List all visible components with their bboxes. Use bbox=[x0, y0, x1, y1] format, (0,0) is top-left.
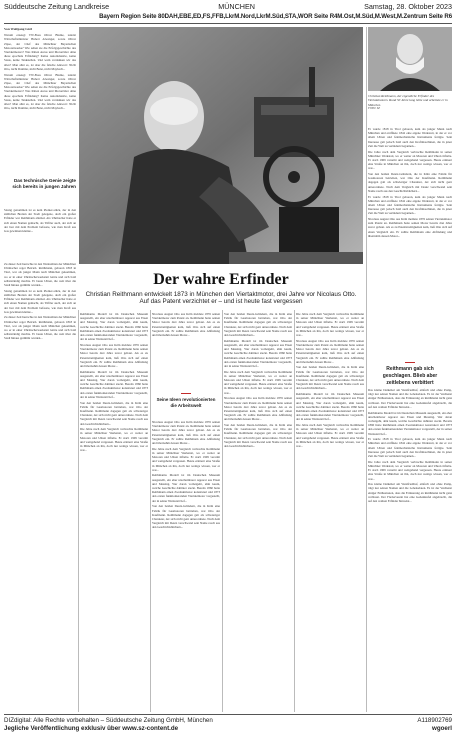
pull-quote-2: Reithmann gab sich geschlagen. Blieb aber zeitlebens verbittert bbox=[372, 362, 448, 386]
pull-quote-1: Seine Ideen revolutionierten die Arbeitswelt bbox=[155, 393, 217, 409]
editions-line: Bayern Region Seite 80DAH,EBE,ED,FS,FFB,LkrM.Nord,LkrM.Süd,STA,WOR Seite R4M.Ost,M.Süd,M.West,M.Zentrum Seite R6 bbox=[99, 13, 452, 20]
column-6-bottom: Das kleine Denkmal am Westfriedhof, einfach und ohne Pomp, trägt nur seinen Namen und die Lebensdaten. Es ist der Verdienst einiger Enthusiasten, dass die Erinnerung an Reithmann nicht ganz verblasst. Der Förderverein hat eine Gedenktafel angebracht, die auf den wahren Erfinder hinweist... Reithmanns Modell ist im Deutschen Museum ausgestellt, ein eher unscheinbarer Apparat aus Eisen und Messing. Wer daran vorbeigeht, ahnt kaum, welche Geschichte dahinter steckt. Bereits 1860 hatte Reithmann einen Zweitaktmotor konstruiert und 1873 den ersten funktionierenden Viertaktmotor vorgestellt, der in seiner Werkstatt lief... Er wurde 1818 in Tirol geboren, kam als junger Mann nach München und eröffnete 1842 eine eigene Werkstatt, in der er vor allem Uhren und feinmechanische Instrumente fertigte. Sein Interesse galt jedoch bald auch den Kraftmaschinen, die in jener Zeit die Welt zu verändern begannen... Die Jahre nach dem Vergleich verbrachte Reithmann in seiner Münchner Werkstatt, wo er weiter an Motoren und Uhren tüftelte. Er starb 1909 verarmt und weitgehend vergessen. Heute erinnert eine Straße in München an ihn, doch nur wenige wissen, wer er war... Das kleine Denkmal am Westfriedhof, einfach und ohne Pomp, trägt nur seinen Namen und die Lebensdaten. Es ist der Verdienst einiger Enthusiasten, dass die Erinnerung an Reithmann nicht ganz verblasst. Der Förderverein hat eine Gedenktafel angebracht, die auf den wahren Erfinder hinweist... bbox=[368, 388, 453, 504]
rights-notice: DIZdigital: Alle Rechte vorbehalten – Süddeutsche Zeitung GmbH, München bbox=[4, 717, 213, 724]
intro-text: Warum erzeugt VW-Boss Oliver Blume, zuletzt Wirtschaftsminister Hubert Aiwanger, sowie Oliver Zipse, der Chef des Münchner Bayerischen Motorenwerke? Wie sehen sie die Erfolgsgeschichte des Viertaktmotors? Was hätten Autos und Motorräder ohne diese epochale Erfindung? Keine Autoindustrie, keine Staus, keine Tankstellen. Und wem verdanken wir das alles? Man ahnt es, ist aber die falsche Antwort: Nicht Otto, nicht Daimler, nicht Benz, nicht Maybach... bbox=[4, 33, 77, 71]
city-name: MÜNCHEN bbox=[218, 2, 255, 11]
document-id: A118902769 bbox=[417, 717, 452, 724]
header-rule bbox=[4, 23, 452, 24]
column-1-top bbox=[4, 27, 76, 169]
portrait-caption: Christian Reithmann, der eigentliche Erfinder des Viertaktmotors. Rund 50 Jahre lang lebte und arbeitete er in München. FOTO: SZ bbox=[368, 94, 449, 111]
column-2: Reithmanns Modell ist im Deutschen Museum ausgestellt, ein eher unscheinbarer Apparat aus Eisen und Messing. Wer daran vorbeigeht, ahnt kaum, welche Geschichte dahinter steckt. Bereits 1860 hatte Reithmann einen Zweitaktmotor konstruiert und 1873 den ersten funktionierenden Viertaktmotor vorgestellt, der in seiner Werkstatt lief... Nicolaus August Otto aus Köln meldete 1876 seinen Viertaktmotor zum Patent an. Reithmann hatte seinen Motor bereits drei Jahre zuvor gebaut. Als es zu Patentstreitigkeiten kam, ließ Otto sich auf einen Vergleich ein. Er zahlte Reithmann eine Abfindung und übernahm dessen Motor... Reithmanns Modell ist im Deutschen Museum ausgestellt, ein eher unscheinbarer Apparat aus Eisen und Messing. Wer daran vorbeigeht, ahnt kaum, welche Geschichte dahinter steckt. Bereits 1860 hatte Reithmann einen Zweitaktmotor konstruiert und 1873 den ersten funktionierenden Viertaktmotor vorgestellt, der in seiner Werkstatt lief... Von den beiden Deutz-Gründern, die in Köln eine Fabrik für Gasmotoren betrieben, war Otto der Kaufmann. Reithmann dagegen galt als schwieriger Charakter, der sich nicht gern unterordnete. Nach dem Vergleich mit Deutz verschwand sein Name rasch aus den Geschichtsbüchern... Die Jahre nach dem Vergleich verbrachte Reithmann in seiner Münchner Werkstatt, wo er weiter an Motoren und Uhren tüftelte. Er starb 1909 verarmt und weitgehend vergessen. Heute erinnert eine Straße in München an ihn, doch nur wenige wissen, wer er war... bbox=[80, 312, 149, 453]
main-photo bbox=[79, 27, 363, 264]
column-3-low: Nicolaus August Otto aus Köln meldete 1876 seinen Viertaktmotor zum Patent an. Reithmann hatte seinen Motor bereits drei Jahre zuvor gebaut. Als es zu Patentstreitigkeiten kam, ließ Otto sich auf einen Vergleich ein. Er zahlte Reithmann eine Abfindung und übernahm dessen Motor... Die Jahre nach dem Vergleich verbrachte Reithmann in seiner Münchner Werkstatt, wo er weiter an Motoren und Uhren tüftelte. Er starb 1909 verarmt und weitgehend vergessen. Heute erinnert eine Straße in München an ihn, doch nur wenige wissen, wer er war... Reithmanns Modell ist im Deutschen Museum ausgestellt, ein eher unscheinbarer Apparat aus Eisen und Messing. Wer daran vorbeigeht, ahnt kaum, welche Geschichte dahinter steckt. Bereits 1860 hatte Reithmann einen Zweitaktmotor konstruiert und 1873 den ersten funktionierenden Viertaktmotor vorgestellt, der in seiner Werkstatt lief... Von den beiden Deutz-Gründern, die in Köln eine Fabrik für Gasmotoren betrieben, war Otto der Kaufmann. Reithmann dagegen galt als schwieriger Charakter, der sich nicht gern unterordnete. Nach dem Vergleich mit Deutz verschwand sein Name rasch aus den Geschichtsbüchern... bbox=[152, 420, 221, 530]
column-4: Von den beiden Deutz-Gründern, die in Köln eine Fabrik für Gasmotoren betrieben, war Otto der Kaufmann. Reithmann dagegen galt als schwieriger Charakter, der sich nicht gern unterordnete. Nach dem Vergleich mit Deutz verschwand sein Name rasch aus den Geschichtsbüchern... Reithmanns Modell ist im Deutschen Museum ausgestellt, ein eher unscheinbarer Apparat aus Eisen und Messing. Wer daran vorbeigeht, ahnt kaum, welche Geschichte dahinter steckt. Bereits 1860 hatte Reithmann einen Zweitaktmotor konstruiert und 1873 den ersten funktionierenden Viertaktmotor vorgestellt, der in seiner Werkstatt lief... Die Jahre nach dem Vergleich verbrachte Reithmann in seiner Münchner Werkstatt, wo er weiter an Motoren und Uhren tüftelte. Er starb 1909 verarmt und weitgehend vergessen. Heute erinnert eine Straße in München an ihn, doch nur wenige wissen, wer er war... Nicolaus August Otto aus Köln meldete 1876 seinen Viertaktmotor zum Patent an. Reithmann hatte seinen Motor bereits drei Jahre zuvor gebaut. Als es zu Patentstreitigkeiten kam, ließ Otto sich auf einen Vergleich ein. Er zahlte Reithmann eine Abfindung und übernahm dessen Motor... Von den beiden Deutz-Gründern, die in Köln eine Fabrik für Gasmotoren betrieben, war Otto der Kaufmann. Reithmann dagegen galt als schwieriger Charakter, der sich nicht gern unterordnete. Nach dem Vergleich mit Deutz verschwand sein Name rasch aus den Geschichtsbüchern... bbox=[224, 312, 293, 449]
column-3-top: Nicolaus August Otto aus Köln meldete 1876 seinen Viertaktmotor zum Patent an. Reithmann hatte seinen Motor bereits drei Jahre zuvor gebaut. Als es zu Patentstreitigkeiten kam, ließ Otto sich auf einen Vergleich ein. Er zahlte Reithmann eine Abfindung und übernahm dessen Motor... bbox=[152, 312, 221, 338]
article-subline: Christian Reithmann entwickelt 1873 in München den Viertaktmotor, drei Jahre vor Nicolaus Otto. Auf das Patent verzichtet er – und ist heute fast vergessen bbox=[85, 291, 357, 306]
article-headline: Der wahre Erfinder bbox=[153, 271, 289, 288]
footer bbox=[4, 717, 452, 732]
quote-accent-bar bbox=[181, 393, 191, 394]
column-1-mid: Streng genommen ist es kein Pionier-stück, der in den südlichen Breiten der Stadt gelegene, doch ein großer Erfinder war Reithmann allemal. Als Uhrmacher hatte er sich einen Namen gemacht, als Tüftler auch, der sich an der Isar mit dem Problem befasste, wie man Kraft aus Gas gewinnen könnte... bbox=[4, 208, 77, 234]
paper-name: Süddeutsche Zeitung Landkreise bbox=[4, 2, 110, 11]
user-id: wgoerl bbox=[432, 724, 452, 732]
footer-rule bbox=[4, 714, 452, 715]
author-byline: Von Wolfgang Görl bbox=[4, 27, 33, 31]
masthead bbox=[4, 2, 452, 13]
column-6-top: Er wurde 1818 in Tirol geboren, kam als junger Mann nach München und eröffnete 1842 eine eigene Werkstatt, in der er vor allem Uhren und feinmechanische Instrumente fertigte. Sein Interesse galt jedoch bald auch den Kraftmaschinen, die in jener Zeit die Welt zu verändern begannen... Die Jahre nach dem Vergleich verbrachte Reithmann in seiner Münchner Werkstatt, wo er weiter an Motoren und Uhren tüftelte. Er starb 1909 verarmt und weitgehend vergessen. Heute erinnert eine Straße in München an ihn, doch nur wenige wissen, wer er war... Von den beiden Deutz-Gründern, die in Köln eine Fabrik für Gasmotoren betrieben, war Otto der Kaufmann. Reithmann dagegen galt als schwieriger Charakter, der sich nicht gern unterordnete. Nach dem Vergleich mit Deutz verschwand sein Name rasch aus den Geschichtsbüchern... Er wurde 1818 in Tirol geboren, kam als junger Mann nach München und eröffnete 1842 eine eigene Werkstatt, in der er vor allem Uhren und feinmechanische Instrumente fertigte. Sein Interesse galt jedoch bald auch den Kraftmaschinen, die in jener Zeit die Welt zu verändern begannen... Nicolaus August Otto aus Köln meldete 1876 seinen Viertaktmotor zum Patent an. Reithmann hatte seinen Motor bereits drei Jahre zuvor gebaut. Als es zu Patentstreitigkeiten kam, ließ Otto sich auf einen Vergleich ein. Er zahlte Reithmann eine Abfindung und übernahm dessen Motor... bbox=[368, 127, 453, 238]
column-1-low: Zu dieser Zeit herrschte in den Werkstätten der Münchner Uhrmacher reger Betrieb. Reithmann, geboren 1818 in Tirol, war als junger Mann nach München gekommen, wo er in einer Uhrmacherwerkstatt lernte und sich bald selbstständig machte. Er baute Uhren, die weit über die Stadt hinaus gerühmt wurden... Streng genommen ist es kein Pionier-stück, der in den südlichen Breiten der Stadt gelegene, doch ein großer Erfinder war Reithmann allemal. Als Uhrmacher hatte er sich einen Namen gemacht, als Tüftler auch, der sich an der Isar mit dem Problem befasste, wie man Kraft aus Gas gewinnen könnte... Zu dieser Zeit herrschte in den Werkstätten der Münchner Uhrmacher reger Betrieb. Reithmann, geboren 1818 in Tirol, war als junger Mann nach München gekommen, wo er in einer Uhrmacherwerkstatt lernte und sich bald selbstständig machte. Er baute Uhren, die weit über die Stadt hinaus gerühmt wurden... bbox=[4, 262, 77, 341]
column-5: Die Jahre nach dem Vergleich verbrachte Reithmann in seiner Münchner Werkstatt, wo er weiter an Motoren und Uhren tüftelte. Er starb 1909 verarmt und weitgehend vergessen. Heute erinnert eine Straße in München an ihn, doch nur wenige wissen, wer er war... Nicolaus August Otto aus Köln meldete 1876 seinen Viertaktmotor zum Patent an. Reithmann hatte seinen Motor bereits drei Jahre zuvor gebaut. Als es zu Patentstreitigkeiten kam, ließ Otto sich auf einen Vergleich ein. Er zahlte Reithmann eine Abfindung und übernahm dessen Motor... Von den beiden Deutz-Gründern, die in Köln eine Fabrik für Gasmotoren betrieben, war Otto der Kaufmann. Reithmann dagegen galt als schwieriger Charakter, der sich nicht gern unterordnete. Nach dem Vergleich mit Deutz verschwand sein Name rasch aus den Geschichtsbüchern... Reithmanns Modell ist im Deutschen Museum ausgestellt, ein eher unscheinbarer Apparat aus Eisen und Messing. Wer daran vorbeigeht, ahnt kaum, welche Geschichte dahinter steckt. Bereits 1860 hatte Reithmann einen Zweitaktmotor konstruiert und 1873 den ersten funktionierenden Viertaktmotor vorgestellt, der in seiner Werkstatt lief... Die Jahre nach dem Vergleich verbrachte Reithmann in seiner Münchner Werkstatt, wo er weiter an Motoren und Uhren tüftelte. Er starb 1909 verarmt und weitgehend vergessen. Heute erinnert eine Straße in München an ihn, doch nur wenige wissen, wer er war... bbox=[296, 312, 365, 449]
issue-date: Samstag, 28. Oktober 2023 bbox=[364, 2, 452, 11]
quote-accent-bar bbox=[405, 362, 415, 363]
publication-notice: Jegliche Veröffentlichung exklusiv über www.sz-content.de bbox=[4, 724, 179, 732]
intro-text-2: Warum erzeugt VW-Boss Oliver Blume, zuletzt Wirtschaftsminister Hubert Aiwanger, sowie Oliver Zipse, der Chef des Münchner Bayerischen Motorenwerke? Wie sehen sie die Erfolgsgeschichte des Viertaktmotors? Was hätten Autos und Motorräder ohne diese epochale Erfindung? Keine Autoindustrie, keine Staus, keine Tankstellen. Und wem verdanken wir das alles? Man ahnt es, ist aber die falsche Antwort: Nicht Otto, nicht Daimler, nicht Benz, nicht Maybach... bbox=[4, 72, 77, 111]
photo-caption-small: Das technische Genie zeigte sich bereits in jungen Jahren bbox=[12, 178, 76, 189]
portrait-photo bbox=[368, 27, 452, 91]
